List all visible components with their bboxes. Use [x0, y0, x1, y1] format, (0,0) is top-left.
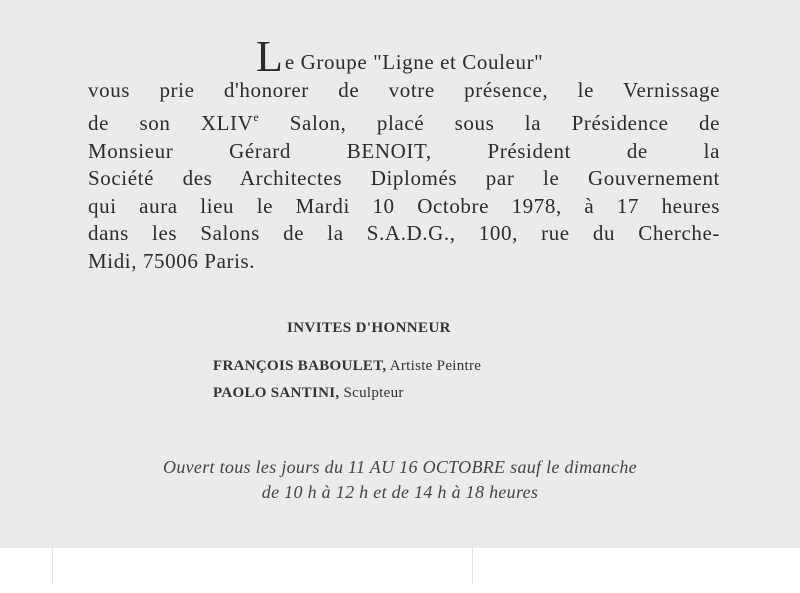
- page-margin: [0, 548, 800, 593]
- text-line: dans les Salons de la S.A.D.G., 100, rue du Cherche-: [88, 221, 720, 245]
- honor-guest: [213, 358, 481, 375]
- guest-name: FRANÇOIS BABOULET,: [213, 358, 387, 374]
- guest-role: Sculpteur: [339, 385, 404, 401]
- opening-hours: [60, 455, 740, 505]
- text-line: Monsieur Gérard BENOIT, Président de la: [88, 138, 720, 163]
- superscript: e: [253, 110, 260, 124]
- text-line: Le Groupe "Ligne et Couleur": [256, 32, 544, 81]
- divider: [472, 548, 473, 584]
- honor-guests-heading: INVITES D'HONNEUR: [287, 320, 451, 336]
- text-line: Midi, 75006 Paris.: [88, 248, 256, 273]
- text-line: Société des Architectes Diplomés par le Gouvernement: [88, 166, 720, 190]
- honor-guest: [213, 385, 404, 402]
- drop-cap: L: [256, 32, 285, 81]
- text-line: qui aura lieu le Mardi 10 Octobre 1978, à 17 heures: [88, 193, 720, 218]
- text-line: vous prie d'honorer de votre présence, le Vernissage: [88, 77, 720, 102]
- divider: [52, 548, 53, 584]
- guest-name: PAOLO SANTINI,: [213, 385, 340, 401]
- invitation-text: [88, 32, 720, 275]
- guest-role: Artiste Peintre: [386, 358, 482, 374]
- text-line: de son XLIVe Salon, placé sous la Présidence de: [88, 110, 720, 135]
- opening-line: de 10 h à 12 h et de 14 h à 18 heures: [261, 482, 539, 502]
- opening-line: Ouvert tous les jours du 11 AU 16 OCTOBRE sauf le dimanche: [163, 457, 637, 477]
